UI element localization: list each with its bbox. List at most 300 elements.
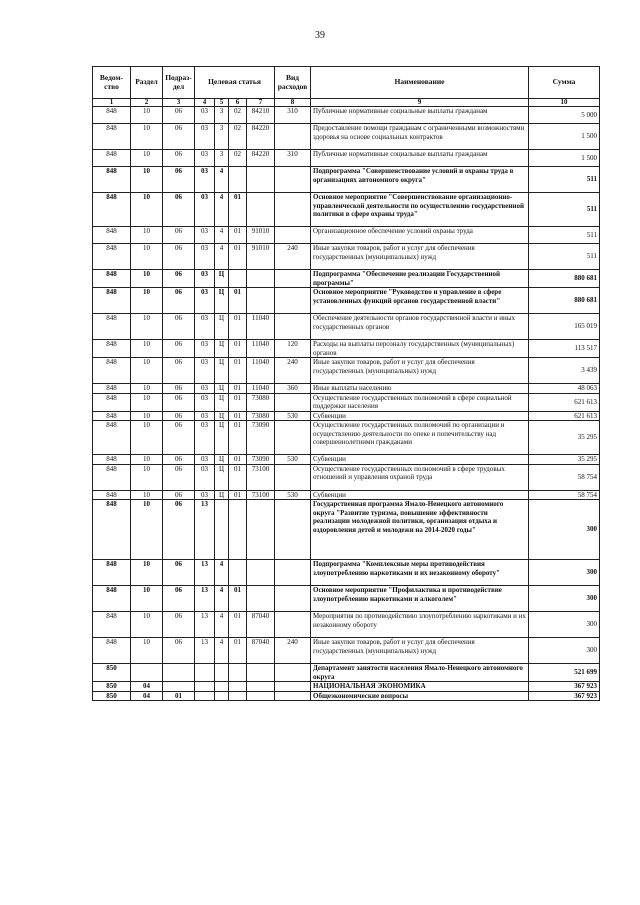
cell-target-code: 73090 (247, 421, 275, 455)
cell-target-event: 01 (229, 288, 247, 314)
cell-sum: 1 500 (529, 150, 600, 167)
index-cell: 1 (93, 99, 131, 107)
cell-target-event: 02 (229, 107, 247, 124)
cell-target-program: 03 (195, 340, 215, 358)
cell-target-code: 73090 (247, 455, 275, 465)
cell-target-event: 01 (229, 244, 247, 270)
header-podrazdel: Подраз-дел (163, 67, 195, 99)
cell-vid-rashodov: 360 (275, 384, 311, 394)
cell-target-program (195, 664, 215, 682)
header-razdel: Раздел (131, 67, 163, 99)
table-row (93, 244, 600, 270)
cell-sum: 367 923 (529, 691, 600, 701)
cell-name: Основное мероприятие "Профилактика и противодействие злоупотреблению наркотиками и алкоголем" (311, 586, 529, 612)
cell-target-program: 03 (195, 150, 215, 167)
cell-vedomstvo: 848 (93, 124, 131, 150)
table-row (93, 612, 600, 638)
cell-vedomstvo: 848 (93, 384, 131, 394)
cell-sum: 521 699 (529, 664, 600, 682)
cell-vedomstvo: 848 (93, 270, 131, 288)
table-row (93, 314, 600, 340)
cell-target-subprogram: Ц (215, 270, 229, 288)
cell-name: Осуществление государственных полномочий в сфере трудовых отношений и управления охраной труда (311, 464, 529, 490)
cell-target-code: 11040 (247, 384, 275, 394)
cell-target-subprogram: Ц (215, 455, 229, 465)
cell-razdel: 10 (131, 490, 163, 500)
cell-vedomstvo: 848 (93, 167, 131, 193)
cell-podrazdel: 06 (163, 358, 195, 384)
cell-name: Основное мероприятие "Совершенствование организационно-управленческой деятельности по осуществлению государственной политики в сфере охраны труда" (311, 193, 529, 227)
cell-vedomstvo: 848 (93, 150, 131, 167)
cell-podrazdel: 06 (163, 411, 195, 421)
cell-podrazdel: 01 (163, 691, 195, 701)
cell-target-code (247, 288, 275, 314)
cell-sum: 621 613 (529, 393, 600, 411)
cell-vedomstvo: 848 (93, 314, 131, 340)
cell-name: Государственная программа Ямало-Ненецкого автономного округа "Развитие туризма, повышение эффективности реализации молодежной политики, организация отдыха и оздоровления детей и молодежи на 2014-2020 годы" (311, 500, 529, 560)
cell-name: Осуществление государственных полномочий по организации и осуществлению деятельности по опеке и попечительству над совершеннолетними гражданами (311, 421, 529, 455)
cell-target-event (229, 691, 247, 701)
cell-vedomstvo: 848 (93, 560, 131, 586)
cell-podrazdel: 06 (163, 638, 195, 664)
table-row (93, 682, 600, 692)
page-number: 39 (315, 30, 325, 41)
cell-target-code: 11040 (247, 340, 275, 358)
cell-target-code (247, 560, 275, 586)
cell-target-subprogram: Ц (215, 340, 229, 358)
cell-podrazdel: 06 (163, 270, 195, 288)
cell-target-event: 01 (229, 384, 247, 394)
cell-target-code (247, 682, 275, 692)
cell-vid-rashodov (275, 682, 311, 692)
table-row (93, 340, 600, 358)
cell-target-event (229, 270, 247, 288)
cell-target-subprogram: 4 (215, 167, 229, 193)
index-cell: 9 (311, 99, 529, 107)
table-row (93, 490, 600, 500)
cell-sum: 48 063 (529, 384, 600, 394)
cell-sum: 58 754 (529, 490, 600, 500)
cell-razdel: 10 (131, 107, 163, 124)
cell-target-subprogram: 4 (215, 638, 229, 664)
cell-target-event: 01 (229, 193, 247, 227)
cell-razdel: 10 (131, 421, 163, 455)
cell-target-code: 87040 (247, 612, 275, 638)
cell-target-event: 02 (229, 150, 247, 167)
table-row (93, 421, 600, 455)
cell-razdel: 10 (131, 358, 163, 384)
cell-sum: 511 (529, 244, 600, 270)
cell-podrazdel: 06 (163, 455, 195, 465)
cell-razdel (131, 664, 163, 682)
cell-name: Иные закупки товаров, работ и услуг для обеспечения государственных (муниципальных) нужд (311, 244, 529, 270)
cell-target-subprogram: 3 (215, 124, 229, 150)
cell-vid-rashodov: 240 (275, 358, 311, 384)
cell-name: Субвенции (311, 490, 529, 500)
cell-target-subprogram: Ц (215, 384, 229, 394)
cell-target-code: 11040 (247, 314, 275, 340)
cell-target-code (247, 167, 275, 193)
cell-razdel: 04 (131, 691, 163, 701)
cell-sum: 1 500 (529, 124, 600, 150)
cell-sum: 300 (529, 612, 600, 638)
cell-vedomstvo: 848 (93, 411, 131, 421)
cell-target-code: 91010 (247, 244, 275, 270)
cell-target-event (229, 560, 247, 586)
cell-target-subprogram (215, 664, 229, 682)
cell-target-event: 01 (229, 612, 247, 638)
cell-target-code: 84220 (247, 150, 275, 167)
cell-vid-rashodov: 530 (275, 455, 311, 465)
index-cell: 3 (163, 99, 195, 107)
cell-target-program: 03 (195, 358, 215, 384)
cell-name: Подпрограмма "Комплексные меры противодействия злоупотреблению наркотиками и их незаконному обороту" (311, 560, 529, 586)
cell-podrazdel (163, 682, 195, 692)
cell-vedomstvo: 848 (93, 193, 131, 227)
cell-target-program: 03 (195, 314, 215, 340)
index-row (93, 99, 600, 107)
cell-target-subprogram: Ц (215, 393, 229, 411)
cell-sum: 300 (529, 638, 600, 664)
cell-vedomstvo: 850 (93, 691, 131, 701)
cell-podrazdel: 06 (163, 340, 195, 358)
cell-name: Иные закупки товаров, работ и услуг для обеспечения государственных (муниципальных) нужд (311, 358, 529, 384)
table-row (93, 384, 600, 394)
cell-target-event: 01 (229, 393, 247, 411)
cell-target-program: 13 (195, 586, 215, 612)
cell-podrazdel: 06 (163, 464, 195, 490)
cell-target-subprogram: 4 (215, 586, 229, 612)
cell-vedomstvo: 848 (93, 393, 131, 411)
cell-podrazdel: 06 (163, 384, 195, 394)
cell-target-event: 01 (229, 638, 247, 664)
cell-sum: 165 019 (529, 314, 600, 340)
cell-name: Мероприятия по противодействию злоупотреблению наркотиками и их незаконному обороту (311, 612, 529, 638)
cell-razdel: 10 (131, 560, 163, 586)
cell-name: Иные выплаты населению (311, 384, 529, 394)
table-row (93, 270, 600, 288)
cell-sum: 367 923 (529, 682, 600, 692)
cell-podrazdel: 06 (163, 314, 195, 340)
cell-target-event: 02 (229, 124, 247, 150)
cell-name: Субвенции (311, 411, 529, 421)
cell-target-program: 13 (195, 500, 215, 560)
cell-podrazdel: 06 (163, 167, 195, 193)
budget-table (92, 66, 600, 701)
table-body (93, 107, 600, 701)
index-cell: 7 (247, 99, 275, 107)
cell-target-event: 01 (229, 464, 247, 490)
cell-vedomstvo: 848 (93, 500, 131, 560)
cell-razdel: 10 (131, 150, 163, 167)
table-row (93, 107, 600, 124)
cell-razdel: 10 (131, 500, 163, 560)
header-name: Наименование (311, 67, 529, 99)
table-row (93, 167, 600, 193)
index-cell: 6 (229, 99, 247, 107)
table-row (93, 638, 600, 664)
cell-target-program: 13 (195, 560, 215, 586)
cell-razdel: 10 (131, 167, 163, 193)
cell-name: Подпрограмма "Обеспечение реализации Государственной программы" (311, 270, 529, 288)
cell-target-subprogram (215, 500, 229, 560)
cell-podrazdel: 06 (163, 124, 195, 150)
cell-target-program: 03 (195, 227, 215, 244)
cell-target-code: 73100 (247, 490, 275, 500)
cell-target-program (195, 682, 215, 692)
cell-podrazdel: 06 (163, 586, 195, 612)
cell-vedomstvo: 848 (93, 288, 131, 314)
cell-target-code: 11040 (247, 358, 275, 384)
table-row (93, 664, 600, 682)
cell-podrazdel: 06 (163, 227, 195, 244)
cell-name: Расходы на выплаты персоналу государственных (муниципальных) органов (311, 340, 529, 358)
index-cell: 2 (131, 99, 163, 107)
cell-target-code (247, 691, 275, 701)
table-row (93, 411, 600, 421)
cell-target-subprogram: 4 (215, 227, 229, 244)
cell-name: Предоставление помощи гражданам с ограниченными возможностями здоровья на основе социальных контрактов (311, 124, 529, 150)
cell-vedomstvo: 848 (93, 455, 131, 465)
table-row (93, 586, 600, 612)
table-row (93, 500, 600, 560)
cell-podrazdel: 06 (163, 421, 195, 455)
cell-sum: 880 681 (529, 288, 600, 314)
cell-sum: 58 754 (529, 464, 600, 490)
cell-target-subprogram: Ц (215, 411, 229, 421)
cell-target-event: 01 (229, 421, 247, 455)
cell-target-subprogram: Ц (215, 464, 229, 490)
cell-vid-rashodov (275, 500, 311, 560)
cell-vid-rashodov: 240 (275, 638, 311, 664)
cell-sum: 3 439 (529, 358, 600, 384)
cell-name: Субвенции (311, 455, 529, 465)
cell-vedomstvo: 850 (93, 664, 131, 682)
cell-target-event (229, 664, 247, 682)
cell-razdel: 10 (131, 411, 163, 421)
cell-target-subprogram: 4 (215, 193, 229, 227)
cell-target-program: 03 (195, 411, 215, 421)
cell-razdel: 10 (131, 393, 163, 411)
cell-vedomstvo: 848 (93, 638, 131, 664)
cell-target-program: 03 (195, 244, 215, 270)
cell-target-code: 73100 (247, 464, 275, 490)
cell-vid-rashodov (275, 612, 311, 638)
cell-podrazdel: 06 (163, 500, 195, 560)
cell-vid-rashodov (275, 464, 311, 490)
cell-sum: 300 (529, 560, 600, 586)
cell-vedomstvo: 848 (93, 227, 131, 244)
table-row (93, 560, 600, 586)
cell-target-event: 01 (229, 314, 247, 340)
cell-vedomstvo: 848 (93, 421, 131, 455)
cell-razdel: 10 (131, 227, 163, 244)
cell-razdel: 10 (131, 464, 163, 490)
index-cell: 10 (529, 99, 600, 107)
cell-sum: 113 517 (529, 340, 600, 358)
cell-vid-rashodov (275, 270, 311, 288)
cell-vid-rashodov: 120 (275, 340, 311, 358)
table-row (93, 124, 600, 150)
cell-vid-rashodov (275, 691, 311, 701)
cell-sum: 511 (529, 167, 600, 193)
cell-target-code (247, 500, 275, 560)
cell-target-subprogram: 3 (215, 107, 229, 124)
cell-target-code: 84210 (247, 107, 275, 124)
cell-target-subprogram: Ц (215, 358, 229, 384)
table-row (93, 288, 600, 314)
cell-razdel: 10 (131, 193, 163, 227)
header-sum: Сумма (529, 67, 600, 99)
table-row (93, 227, 600, 244)
cell-target-event (229, 500, 247, 560)
cell-target-subprogram: 4 (215, 244, 229, 270)
cell-target-code: 73080 (247, 393, 275, 411)
cell-podrazdel: 06 (163, 612, 195, 638)
cell-target-program: 03 (195, 421, 215, 455)
cell-vedomstvo: 848 (93, 490, 131, 500)
cell-name: Публичные нормативные социальные выплаты гражданам (311, 107, 529, 124)
cell-razdel: 10 (131, 455, 163, 465)
cell-razdel: 10 (131, 340, 163, 358)
cell-name: Обеспечение деятельности органов государственной власти и иных государственных органов (311, 314, 529, 340)
cell-vid-rashodov: 310 (275, 150, 311, 167)
cell-target-program: 03 (195, 490, 215, 500)
cell-target-code: 84220 (247, 124, 275, 150)
cell-target-event: 01 (229, 358, 247, 384)
cell-podrazdel: 06 (163, 393, 195, 411)
table-row (93, 691, 600, 701)
cell-target-subprogram: Ц (215, 314, 229, 340)
cell-vid-rashodov: 310 (275, 107, 311, 124)
cell-vid-rashodov: 530 (275, 490, 311, 500)
cell-podrazdel (163, 664, 195, 682)
cell-sum: 511 (529, 193, 600, 227)
cell-sum: 5 000 (529, 107, 600, 124)
cell-target-program: 03 (195, 124, 215, 150)
cell-target-event: 01 (229, 227, 247, 244)
cell-target-code: 73080 (247, 411, 275, 421)
index-cell: 4 (195, 99, 215, 107)
cell-name: Иные закупки товаров, работ и услуг для обеспечения государственных (муниципальных) нужд (311, 638, 529, 664)
cell-razdel: 10 (131, 612, 163, 638)
cell-razdel: 10 (131, 244, 163, 270)
cell-target-program: 03 (195, 167, 215, 193)
cell-sum: 621 613 (529, 411, 600, 421)
cell-razdel: 10 (131, 384, 163, 394)
cell-target-subprogram: Ц (215, 490, 229, 500)
header-row (93, 67, 600, 99)
cell-target-program: 03 (195, 393, 215, 411)
cell-vedomstvo: 848 (93, 464, 131, 490)
cell-vid-rashodov (275, 314, 311, 340)
cell-razdel: 10 (131, 270, 163, 288)
cell-vid-rashodov: 530 (275, 411, 311, 421)
cell-podrazdel: 06 (163, 107, 195, 124)
cell-podrazdel: 06 (163, 288, 195, 314)
cell-target-code: 87040 (247, 638, 275, 664)
cell-target-program: 03 (195, 455, 215, 465)
cell-target-subprogram (215, 682, 229, 692)
cell-target-program: 03 (195, 384, 215, 394)
cell-target-subprogram: 4 (215, 560, 229, 586)
cell-target-event: 01 (229, 490, 247, 500)
cell-name: Публичные нормативные социальные выплаты гражданам (311, 150, 529, 167)
cell-target-subprogram: 4 (215, 612, 229, 638)
cell-target-program: 03 (195, 193, 215, 227)
cell-sum: 300 (529, 500, 600, 560)
table-row (93, 150, 600, 167)
cell-razdel: 10 (131, 288, 163, 314)
cell-name: Осуществление государственных полномочий в сфере социальной поддержки населения (311, 393, 529, 411)
cell-target-code: 91010 (247, 227, 275, 244)
cell-razdel: 04 (131, 682, 163, 692)
cell-vedomstvo: 848 (93, 586, 131, 612)
cell-vedomstvo: 848 (93, 107, 131, 124)
table-row (93, 358, 600, 384)
cell-vid-rashodov (275, 167, 311, 193)
cell-vedomstvo: 848 (93, 340, 131, 358)
cell-target-subprogram: Ц (215, 421, 229, 455)
index-cell: 5 (215, 99, 229, 107)
cell-vid-rashodov (275, 124, 311, 150)
cell-target-event (229, 167, 247, 193)
cell-target-event: 01 (229, 455, 247, 465)
cell-target-subprogram (215, 691, 229, 701)
header-vedomstvo: Ведом-ство (93, 67, 131, 99)
cell-razdel: 10 (131, 638, 163, 664)
table-row (93, 464, 600, 490)
cell-vedomstvo: 848 (93, 358, 131, 384)
cell-vid-rashodov (275, 421, 311, 455)
table-row (93, 393, 600, 411)
cell-sum: 35 295 (529, 421, 600, 455)
cell-vedomstvo: 848 (93, 612, 131, 638)
header-target: Целевая статья (195, 67, 275, 99)
cell-target-subprogram: 3 (215, 150, 229, 167)
cell-razdel: 10 (131, 586, 163, 612)
cell-target-program: 13 (195, 612, 215, 638)
cell-vid-rashodov (275, 560, 311, 586)
cell-target-event: 01 (229, 340, 247, 358)
cell-vid-rashodov (275, 193, 311, 227)
table-row (93, 455, 600, 465)
index-cell: 8 (275, 99, 311, 107)
cell-vid-rashodov (275, 393, 311, 411)
cell-target-program: 03 (195, 270, 215, 288)
cell-target-code (247, 270, 275, 288)
cell-target-event: 01 (229, 411, 247, 421)
cell-podrazdel: 06 (163, 490, 195, 500)
cell-vid-rashodov: 240 (275, 244, 311, 270)
cell-podrazdel: 06 (163, 244, 195, 270)
header-vid: Вид расходов (275, 67, 311, 99)
table-row (93, 193, 600, 227)
cell-target-code (247, 664, 275, 682)
cell-target-program (195, 691, 215, 701)
cell-podrazdel: 06 (163, 193, 195, 227)
cell-sum: 511 (529, 227, 600, 244)
cell-vid-rashodov (275, 586, 311, 612)
cell-name: Департамент занятости населения Ямало-Ненецкого автономного округа (311, 664, 529, 682)
cell-sum: 35 295 (529, 455, 600, 465)
cell-target-program: 03 (195, 288, 215, 314)
cell-target-event: 01 (229, 586, 247, 612)
cell-vedomstvo: 850 (93, 682, 131, 692)
cell-name: Основное мероприятие "Руководство и управление в сфере установленных функций органов государственной власти" (311, 288, 529, 314)
cell-target-code (247, 586, 275, 612)
cell-target-program: 13 (195, 638, 215, 664)
